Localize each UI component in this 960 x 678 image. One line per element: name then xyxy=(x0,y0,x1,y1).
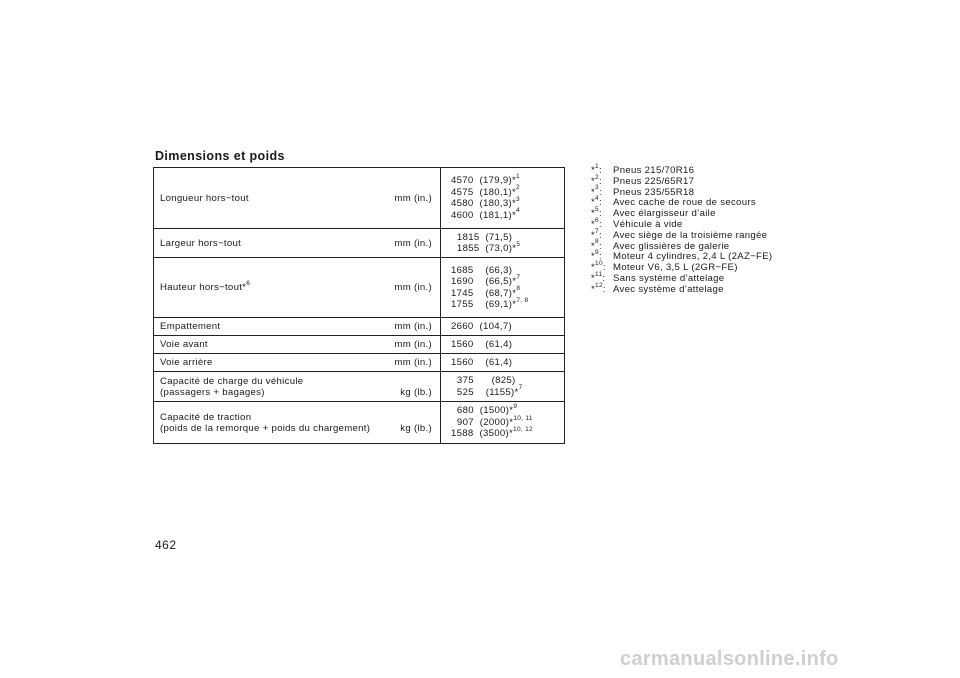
unit-label: kg (lb.) xyxy=(400,386,432,398)
value-line: 4570 (179,9)*$^1$ xyxy=(451,172,520,186)
row-label-cell xyxy=(154,336,441,354)
footnote-text: Avec élargisseur d’aile xyxy=(613,208,716,220)
table-row xyxy=(154,354,565,372)
watermark: carmanualsonline.info xyxy=(620,648,839,670)
value-line: 1855 (73,0)*$^5$ xyxy=(451,240,521,254)
row-label: Empattement xyxy=(160,321,221,332)
value-line: 4575 (180,1)*$^2$ xyxy=(451,184,520,198)
footnote-marker: *$^{10}$: xyxy=(591,259,606,274)
value-line: 1690 (66,5)*$^7$ xyxy=(451,273,521,287)
row-label: (poids de la remorque + poids du chargement) xyxy=(160,422,371,434)
unit-label: mm (in.) xyxy=(394,237,432,249)
footnote-text: Avec glissières de galerie xyxy=(613,240,730,252)
value-line: 375 (825) xyxy=(451,375,516,386)
row-value-cell xyxy=(441,336,565,354)
value-line: 1745 (68,7)*$^8$ xyxy=(451,285,521,299)
footnote-item xyxy=(591,173,772,188)
footnote-ref: 7 xyxy=(518,384,523,392)
dimensions-table xyxy=(153,167,565,444)
row-label-cell xyxy=(154,229,441,258)
table-row xyxy=(154,258,565,318)
value-line: 1560 (61,4) xyxy=(451,338,513,350)
value-line: 4600 (181,1)*$^4$ xyxy=(451,207,520,221)
table-row xyxy=(154,318,565,336)
row-value-cell xyxy=(441,258,565,318)
unit-label: mm (in.) xyxy=(394,282,432,293)
footnote-marker: *$^7$: xyxy=(591,227,602,241)
footnote-text: Avec siège de la troisième rangée xyxy=(613,229,768,241)
row-value-cell xyxy=(441,402,565,444)
value-line: 2660 (104,7) xyxy=(451,320,512,332)
page-number: 462 xyxy=(155,538,177,552)
value-line: 4580 (180,3)*$^3$ xyxy=(451,195,520,209)
footnote-marker: *$^1$: xyxy=(591,162,602,176)
footnote-marker: *$^9$: xyxy=(591,249,602,263)
row-label-cell xyxy=(154,168,441,229)
footnote-marker: *$^5$: xyxy=(591,206,602,220)
row-label-cell xyxy=(154,372,441,402)
row-label-cell xyxy=(154,354,441,372)
value-line: 680 (1500)*$^9$ xyxy=(451,403,518,417)
footnote-ref: 5 xyxy=(516,240,521,248)
footnote-text: Moteur 4 cylindres, 2,4 L (2AZ−FE) xyxy=(613,251,773,263)
unit-label: mm (in.) xyxy=(394,192,432,204)
footnote-ref: 7, 8 xyxy=(516,296,529,304)
row-value-cell xyxy=(441,354,565,372)
footnote-ref: 10, 11 xyxy=(513,414,533,422)
value-line: 1560 (61,4) xyxy=(451,356,513,368)
footnote-marker: *$^2$: xyxy=(591,173,602,187)
value-line: 907 (2000)*$^{10, 11}$ xyxy=(451,414,533,428)
value-line: 525 (1155)*$^7$ xyxy=(451,384,523,398)
row-value-cell xyxy=(441,372,565,402)
row-label: Voie avant xyxy=(160,339,208,350)
table-row xyxy=(154,168,565,229)
table-row xyxy=(154,336,565,354)
footnote-marker: *$^4$: xyxy=(591,195,602,209)
footnote-text: Avec cache de roue de secours xyxy=(613,197,756,209)
footnote-ref: 2 xyxy=(516,184,520,192)
footnote-ref: 4 xyxy=(516,207,520,215)
footnote-marker: *$^6$: xyxy=(591,216,602,230)
unit-label: mm (in.) xyxy=(394,321,432,332)
row-label: Voie arrière xyxy=(160,357,213,368)
table-row xyxy=(154,229,565,258)
footnote-text: Avec système d’attelage xyxy=(613,283,724,295)
row-label: (passagers + bagages) xyxy=(160,386,265,398)
footnotes xyxy=(591,162,773,296)
value-line: 1588 (3500)*$^{10, 12}$ xyxy=(451,426,533,440)
row-value-cell xyxy=(441,229,565,258)
unit-label: mm (in.) xyxy=(394,357,432,368)
row-value-cell xyxy=(441,318,565,336)
row-label-cell xyxy=(154,258,441,318)
unit-label: kg (lb.) xyxy=(400,422,432,434)
footnote-ref: 6 xyxy=(246,279,251,287)
footnote-item xyxy=(591,227,772,242)
footnote-text: Pneus 215/70R16 xyxy=(613,165,695,176)
footnote-item xyxy=(591,281,772,296)
row-label: Hauteur hors−tout*$^6$ xyxy=(160,279,251,293)
footnote-ref: 3 xyxy=(516,195,520,203)
footnote-text: Moteur V6, 3,5 L (2GR−FE) xyxy=(613,262,738,274)
footnote-ref: 9 xyxy=(513,403,518,411)
value-line: 1755 (69,1)*$^{7, 8}$ xyxy=(451,296,529,310)
footnote-ref: 7 xyxy=(516,273,521,281)
footnote-marker: *$^8$: xyxy=(591,238,602,252)
table-row xyxy=(154,402,565,444)
table-row xyxy=(154,372,565,402)
row-label: Longueur hors−tout xyxy=(160,192,249,204)
footnote-text: Pneus 225/65R17 xyxy=(613,175,695,187)
footnote-ref: 10, 12 xyxy=(513,426,533,434)
page-title: Dimensions et poids xyxy=(155,149,285,163)
footnote-text: Sans système d’attelage xyxy=(613,272,725,284)
row-label-cell xyxy=(154,318,441,336)
footnote-marker: *$^3$: xyxy=(591,184,602,198)
footnote-ref: 8 xyxy=(516,285,521,293)
row-label: Largeur hors−tout xyxy=(160,237,242,249)
row-value-cell xyxy=(441,168,565,229)
row-label: Capacité de charge du véhicule xyxy=(160,375,304,387)
footnote-text: Pneus 235/55R18 xyxy=(613,186,695,198)
footnote-marker: *$^{11}$: xyxy=(591,270,606,284)
row-label-cell xyxy=(154,402,441,444)
footnote-text: Véhicule à vide xyxy=(613,218,683,230)
footnote-marker: *$^{12}$: xyxy=(591,281,606,295)
value-line: 1685 (66,3) xyxy=(451,264,513,276)
footnote-ref: 1 xyxy=(516,172,520,180)
value-line: 1815 (71,5) xyxy=(451,231,513,243)
unit-label: mm (in.) xyxy=(394,339,432,350)
row-label: Capacité de traction xyxy=(160,411,252,423)
